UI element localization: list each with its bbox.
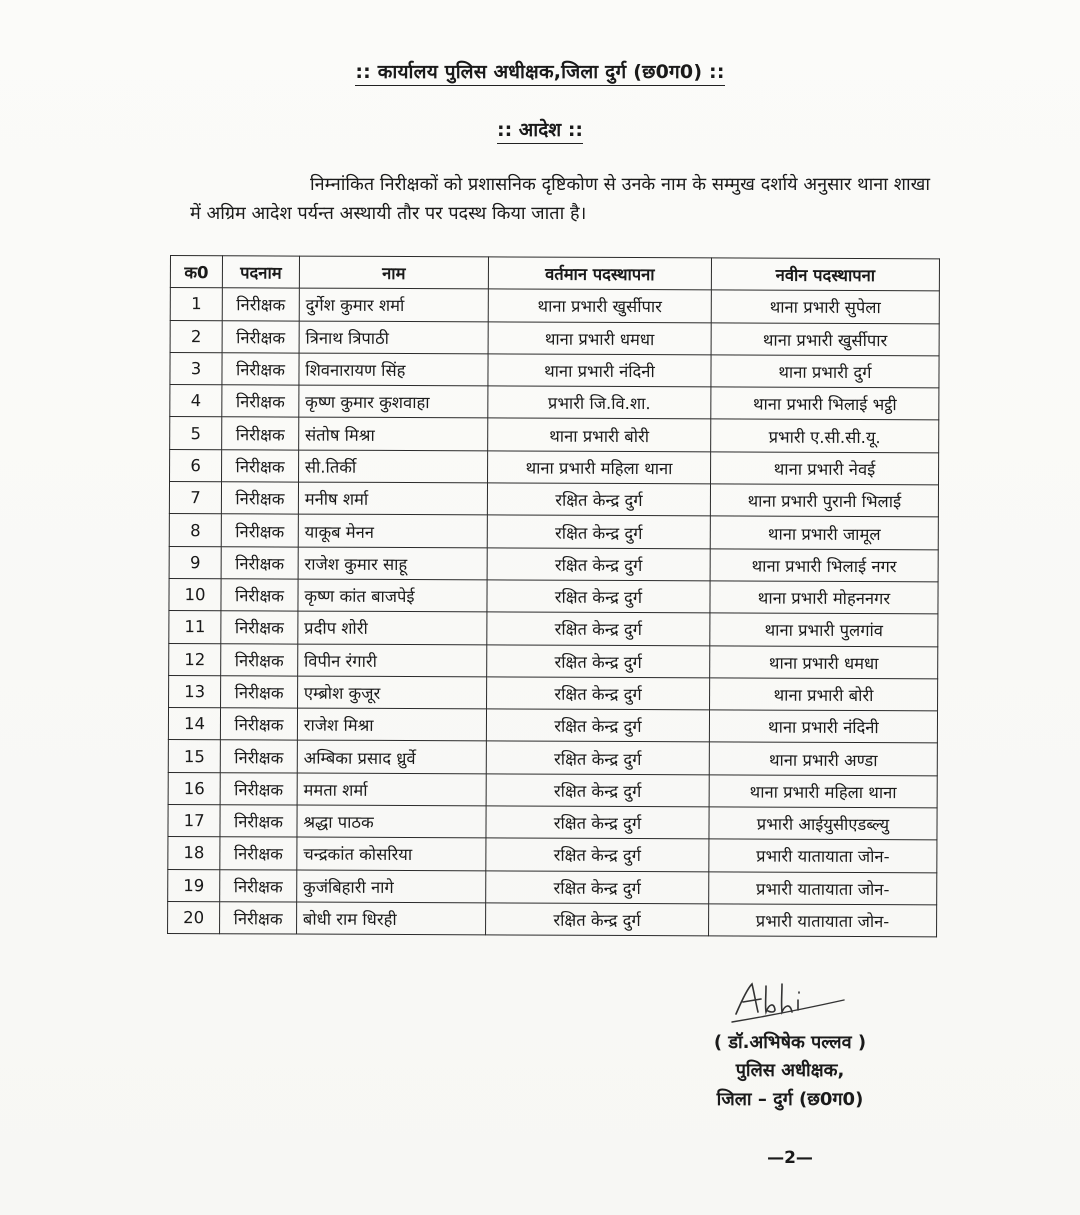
cell-designation: निरीक्षक (221, 546, 298, 579)
cell-current-posting: रक्षित केन्द्र दुर्ग (486, 774, 709, 807)
table-row (168, 740, 937, 776)
cell-designation: निरीक्षक (221, 643, 298, 676)
cell-serial: 16 (168, 772, 220, 805)
cell-name: चन्द्रकांत कोसरिया (297, 837, 486, 870)
header-name: नाम (299, 256, 488, 289)
cell-name: ममता शर्मा (297, 773, 486, 806)
table-row (169, 675, 938, 711)
header-serial: क0 (170, 256, 222, 289)
cell-designation: निरीक्षक (221, 514, 298, 547)
cell-serial: 15 (168, 740, 220, 773)
cell-new-posting: थाना प्रभारी नंदिनी (709, 710, 937, 743)
cell-designation: निरीक्षक (222, 482, 299, 515)
table-row (168, 772, 937, 808)
cell-name: याकूब मेनन (298, 514, 487, 547)
table-row (170, 385, 939, 421)
signatory-name: ( डॉ.अभिषेक पल्लव ) (713, 1032, 867, 1053)
cell-serial: 5 (170, 417, 222, 450)
office-title (0, 58, 1080, 84)
cell-name: संतोष मिश्रा (298, 418, 487, 451)
table-row (169, 514, 938, 550)
cell-designation: निरीक्षक (222, 450, 299, 483)
cell-current-posting: थाना प्रभारी धमधा (488, 321, 711, 354)
cell-new-posting: थाना प्रभारी दुर्ग (711, 355, 939, 388)
cell-new-posting: थाना प्रभारी महिला थाना (709, 775, 937, 808)
cell-serial: 18 (168, 837, 220, 870)
cell-current-posting: रक्षित केन्द्र दुर्ग (487, 644, 710, 677)
cell-current-posting: रक्षित केन्द्र दुर्ग (487, 612, 710, 645)
cell-serial: 11 (169, 611, 221, 644)
cell-name: दुर्गेश कुमार शर्मा (299, 288, 488, 321)
cell-serial: 1 (170, 288, 222, 321)
office-title-text: :: कार्यालय पुलिस अधीक्षक,जिला दुर्ग (छ0ग0) :: (355, 61, 724, 86)
page-number: —2— (767, 1148, 813, 1168)
signatory-designation: पुलिस अधीक्षक, (735, 1060, 845, 1081)
cell-designation: निरीक्षक (220, 837, 297, 870)
cell-name: राजेश मिश्रा (297, 708, 486, 741)
cell-name: कुजंबिहारी नागे (297, 870, 486, 903)
table-row (169, 643, 938, 679)
table-row (169, 611, 938, 647)
intro-paragraph: निम्नांकित निरीक्षकों को प्रशासनिक दृष्टिकोण से उनके नाम के सम्मुख दर्शाये अनुसार थाना शाखा में अग्रिम आदेश पर्यन्त अस्थायी तौर पर पदस्थ किया जाता है। (190, 174, 930, 224)
cell-serial: 17 (168, 805, 220, 838)
cell-serial: 9 (169, 546, 221, 579)
table-row (168, 708, 937, 744)
cell-serial: 4 (170, 385, 222, 418)
cell-current-posting: रक्षित केन्द्र दुर्ग (486, 838, 709, 871)
cell-serial: 10 (169, 578, 221, 611)
cell-name: सी.तिर्की (298, 450, 487, 483)
header-current-posting: वर्तमान पदस्थापना (488, 257, 711, 290)
cell-serial: 7 (169, 482, 221, 515)
cell-new-posting: प्रभारी ए.सी.सी.यू. (711, 419, 939, 452)
cell-name: राजेश कुमार साहू (298, 547, 487, 580)
cell-new-posting: थाना प्रभारी पुरानी भिलाई (710, 484, 938, 517)
cell-new-posting: प्रभारी यातायाता जोन- (708, 904, 936, 937)
cell-current-posting: रक्षित केन्द्र दुर्ग (487, 515, 710, 548)
order-title-text: :: आदेश :: (497, 119, 583, 144)
cell-new-posting: थाना प्रभारी अण्डा (709, 742, 937, 775)
cell-serial: 2 (170, 320, 222, 353)
cell-designation: निरीक्षक (222, 288, 299, 321)
cell-serial: 20 (168, 901, 220, 934)
table-row (169, 578, 938, 614)
cell-new-posting: थाना प्रभारी धमधा (710, 645, 938, 678)
cell-name: अम्बिका प्रसाद ध्रुर्वे (297, 741, 486, 774)
header-new-posting: नवीन पदस्थापना (711, 258, 939, 291)
signatory-district: जिला – दुर्ग (छ0ग0) (716, 1089, 864, 1110)
table-row (170, 449, 939, 485)
order-title (0, 116, 1080, 142)
cell-name: मनीष शर्मा (298, 482, 487, 515)
cell-new-posting: प्रभारी यातायाता जोन- (709, 871, 937, 904)
cell-new-posting: थाना प्रभारी भिलाई नगर (710, 549, 938, 582)
cell-new-posting: थाना प्रभारी मोहननगर (710, 581, 938, 614)
cell-serial: 14 (168, 708, 220, 741)
cell-designation: निरीक्षक (222, 353, 299, 386)
cell-current-posting: प्रभारी जि.वि.शा. (488, 386, 711, 419)
cell-new-posting: थाना प्रभारी बोरी (709, 678, 937, 711)
table-body (168, 288, 940, 937)
cell-designation: निरीक्षक (220, 740, 297, 773)
cell-designation: निरीक्षक (221, 611, 298, 644)
cell-serial: 6 (170, 449, 222, 482)
cell-new-posting: थाना प्रभारी सुपेला (711, 290, 939, 323)
header-designation: पदनाम (222, 256, 299, 289)
cell-name: बोधी राम धिरही (296, 902, 485, 935)
cell-current-posting: रक्षित केन्द्र दुर्ग (487, 580, 710, 613)
table-row (168, 901, 937, 937)
cell-name: श्रद्धा पाठक (297, 805, 486, 838)
cell-new-posting: प्रभारी यातायाता जोन- (709, 839, 937, 872)
cell-current-posting: रक्षित केन्द्र दुर्ग (486, 741, 709, 774)
cell-current-posting: रक्षित केन्द्र दुर्ग (487, 548, 710, 581)
cell-new-posting: थाना प्रभारी नेवई (710, 452, 938, 485)
cell-serial: 3 (170, 352, 222, 385)
cell-current-posting: रक्षित केन्द्र दुर्ग (486, 806, 709, 839)
table-header-row (170, 256, 939, 292)
signature-mark (728, 978, 848, 1028)
table-row (169, 546, 938, 582)
cell-designation: निरीक्षक (222, 385, 299, 418)
cell-current-posting: थाना प्रभारी बोरी (488, 418, 711, 451)
cell-serial: 12 (169, 643, 221, 676)
table-row (170, 352, 939, 388)
cell-new-posting: थाना प्रभारी भिलाई भट्ठी (711, 387, 939, 420)
posting-table (167, 255, 940, 938)
cell-current-posting: थाना प्रभारी नंदिनी (488, 354, 711, 387)
cell-designation: निरीक्षक (221, 676, 298, 709)
table-row (170, 417, 939, 453)
table-row (170, 288, 939, 324)
cell-serial: 13 (169, 675, 221, 708)
cell-name: विपीन रंगारी (297, 644, 486, 677)
cell-new-posting: प्रभारी आईयुसीएडब्ल्यु (709, 807, 937, 840)
cell-designation: निरीक्षक (220, 869, 297, 902)
cell-name: प्रदीप शोरी (298, 611, 487, 644)
cell-current-posting: थाना प्रभारी खुर्सीपार (488, 289, 711, 322)
cell-name: कृष्ण कुमार कुशवाहा (299, 385, 488, 418)
cell-designation: निरीक्षक (222, 320, 299, 353)
cell-name: त्रिनाथ त्रिपाठी (299, 321, 488, 354)
cell-current-posting: रक्षित केन्द्र दुर्ग (487, 483, 710, 516)
cell-designation: निरीक्षक (221, 708, 298, 741)
cell-name: एम्ब्रोश कुजूर (297, 676, 486, 709)
cell-new-posting: थाना प्रभारी जामूल (710, 516, 938, 549)
cell-current-posting: रक्षित केन्द्र दुर्ग (487, 677, 710, 710)
table-row (169, 482, 938, 518)
table-row (168, 869, 937, 905)
table-row (170, 320, 939, 356)
cell-current-posting: रक्षित केन्द्र दुर्ग (486, 871, 709, 904)
table-row (168, 805, 937, 841)
cell-new-posting: थाना प्रभारी खुर्सीपार (711, 322, 939, 355)
signature (728, 978, 848, 1028)
cell-current-posting: रक्षित केन्द्र दुर्ग (486, 709, 709, 742)
cell-new-posting: थाना प्रभारी पुलगांव (710, 613, 938, 646)
cell-current-posting: थाना प्रभारी महिला थाना (488, 451, 711, 484)
cell-serial: 19 (168, 869, 220, 902)
cell-current-posting: रक्षित केन्द्र दुर्ग (486, 903, 709, 936)
cell-serial: 8 (169, 514, 221, 547)
cell-designation: निरीक्षक (220, 805, 297, 838)
cell-designation: निरीक्षक (220, 772, 297, 805)
table-row (168, 837, 937, 873)
cell-name: शिवनारायण सिंह (299, 353, 488, 386)
cell-designation: निरीक्षक (221, 579, 298, 612)
cell-designation: निरीक्षक (220, 902, 297, 935)
cell-name: कृष्ण कांत बाजपेई (298, 579, 487, 612)
cell-designation: निरीक्षक (222, 417, 299, 450)
